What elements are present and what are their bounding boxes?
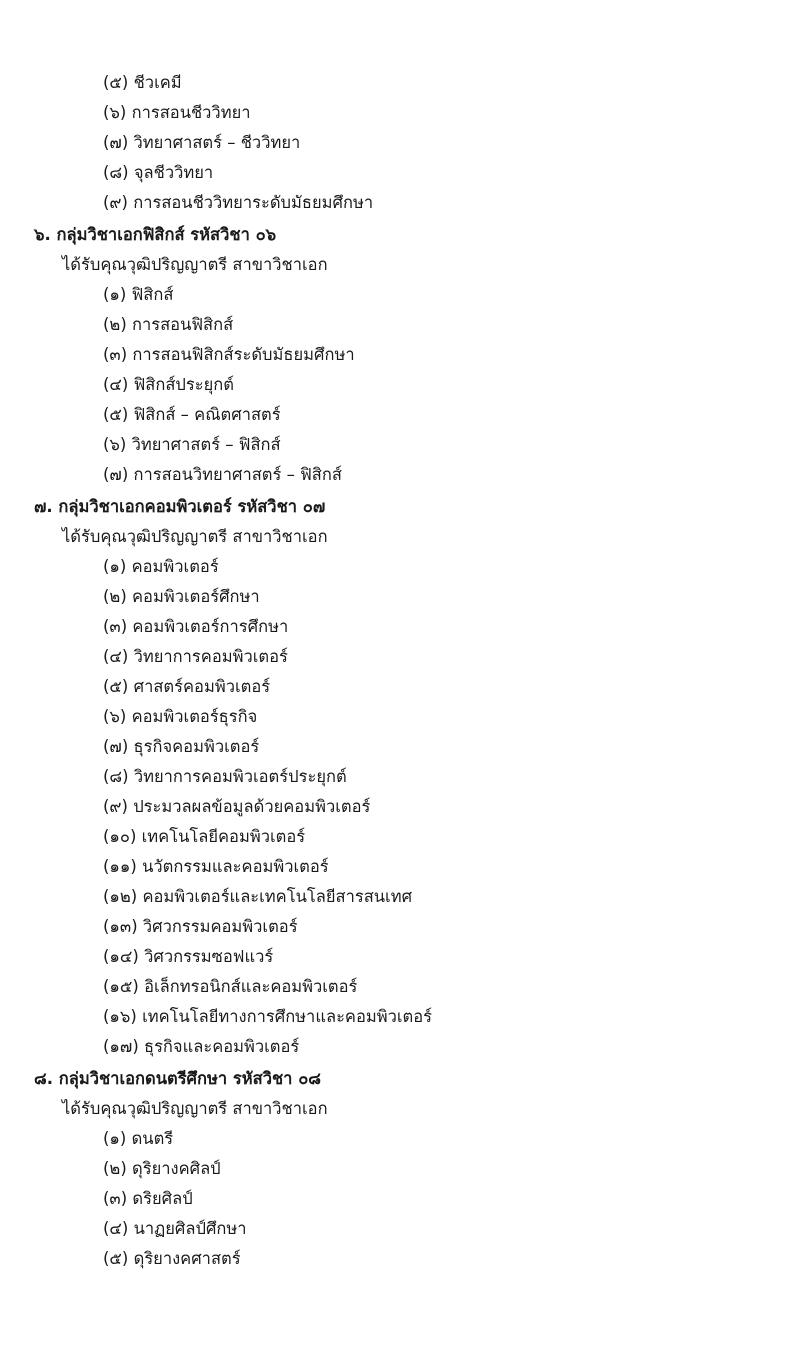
list-item: (๗) ธุรกิจคอมพิวเตอร์: [103, 737, 260, 756]
list-item: (๓) คอมพิวเตอร์การศึกษา: [103, 617, 289, 636]
list-item: (๑) ฟิสิกส์: [103, 285, 174, 304]
list-item: (๕) ฟิสิกส์ – คณิตศาสตร์: [103, 405, 281, 424]
list-item: (๙) การสอนชีววิทยาระดับมัธยมศึกษา: [103, 193, 374, 212]
list-item: (๖) คอมพิวเตอร์ธุรกิจ: [103, 707, 258, 726]
section-heading-physics: ๖. กลุ่มวิชาเอกฟิสิกส์ รหัสวิชา ๐๖: [34, 225, 277, 244]
section-heading-music: ๘. กลุ่มวิชาเอกดนตรีศึกษา รหัสวิชา ๐๘: [34, 1069, 321, 1088]
list-item: (๓) การสอนฟิสิกส์ระดับมัธยมศึกษา: [103, 345, 355, 364]
list-item: (๔) ฟิสิกส์ประยุกต์: [103, 375, 234, 394]
list-item: (๑๐) เทคโนโลยีคอมพิวเตอร์: [103, 827, 306, 846]
list-item: (๑๓) วิศวกรรมคอมพิวเตอร์: [103, 917, 298, 936]
list-item: (๑๔) วิศวกรรมซอฟแวร์: [103, 947, 274, 966]
section-subtitle: ได้รับคุณวุฒิปริญญาตรี สาขาวิชาเอก: [62, 255, 328, 274]
list-item: (๒) การสอนฟิสิกส์: [103, 315, 234, 334]
list-item: (๒) ดุริยางคศิลป์: [103, 1159, 221, 1178]
list-item: (๖) การสอนชีววิทยา: [103, 103, 251, 122]
section-subtitle: ได้รับคุณวุฒิปริญญาตรี สาขาวิชาเอก: [62, 527, 328, 546]
list-item: (๘) วิทยาการคอมพิวเอตร์ประยุกต์: [103, 767, 347, 786]
list-item: (๕) ศาสตร์คอมพิวเตอร์: [103, 677, 271, 696]
list-item: (๑) คอมพิวเตอร์: [103, 557, 219, 576]
list-item: (๕) ดุริยางคศาสตร์: [103, 1249, 241, 1268]
list-item: (๑๗) ธุรกิจและคอมพิวเตอร์: [103, 1037, 300, 1056]
list-item: (๑๕) อิเล็กทรอนิกส์และคอมพิวเตอร์: [103, 977, 358, 996]
list-item: (๖) วิทยาศาสตร์ – ฟิสิกส์: [103, 435, 281, 454]
list-item: (๔) นาฏยศิลป์ศึกษา: [103, 1219, 247, 1238]
list-item: (๗) การสอนวิทยาศาสตร์ – ฟิสิกส์: [103, 465, 342, 484]
list-item: (๑๖) เทคโนโลยีทางการศึกษาและคอมพิวเตอร์: [103, 1007, 433, 1026]
list-item: (๓) ดริยศิลป์: [103, 1189, 193, 1208]
list-item: (๘) จุลชีววิทยา: [103, 163, 214, 182]
list-item: (๔) วิทยาการคอมพิวเตอร์: [103, 647, 288, 666]
list-item: (๒) คอมพิวเตอร์ศึกษา: [103, 587, 260, 606]
list-item: (๑) ดนตรี: [103, 1129, 174, 1148]
section-heading-computer: ๗. กลุ่มวิชาเอกคอมพิวเตอร์ รหัสวิชา ๐๗: [34, 497, 326, 516]
list-item: (๗) วิทยาศาสตร์ – ชีววิทยา: [103, 133, 301, 152]
list-item: (๑๒) คอมพิวเตอร์และเทคโนโลยีสารสนเทศ: [103, 887, 413, 906]
list-item: (๕) ชีวเคมี: [103, 73, 182, 92]
list-item: (๑๑) นวัตกรรมและคอมพิวเตอร์: [103, 857, 329, 876]
list-item: (๙) ประมวลผลข้อมูลด้วยคอมพิวเตอร์: [103, 797, 371, 816]
section-subtitle: ได้รับคุณวุฒิปริญญาตรี สาขาวิชาเอก: [62, 1099, 328, 1118]
